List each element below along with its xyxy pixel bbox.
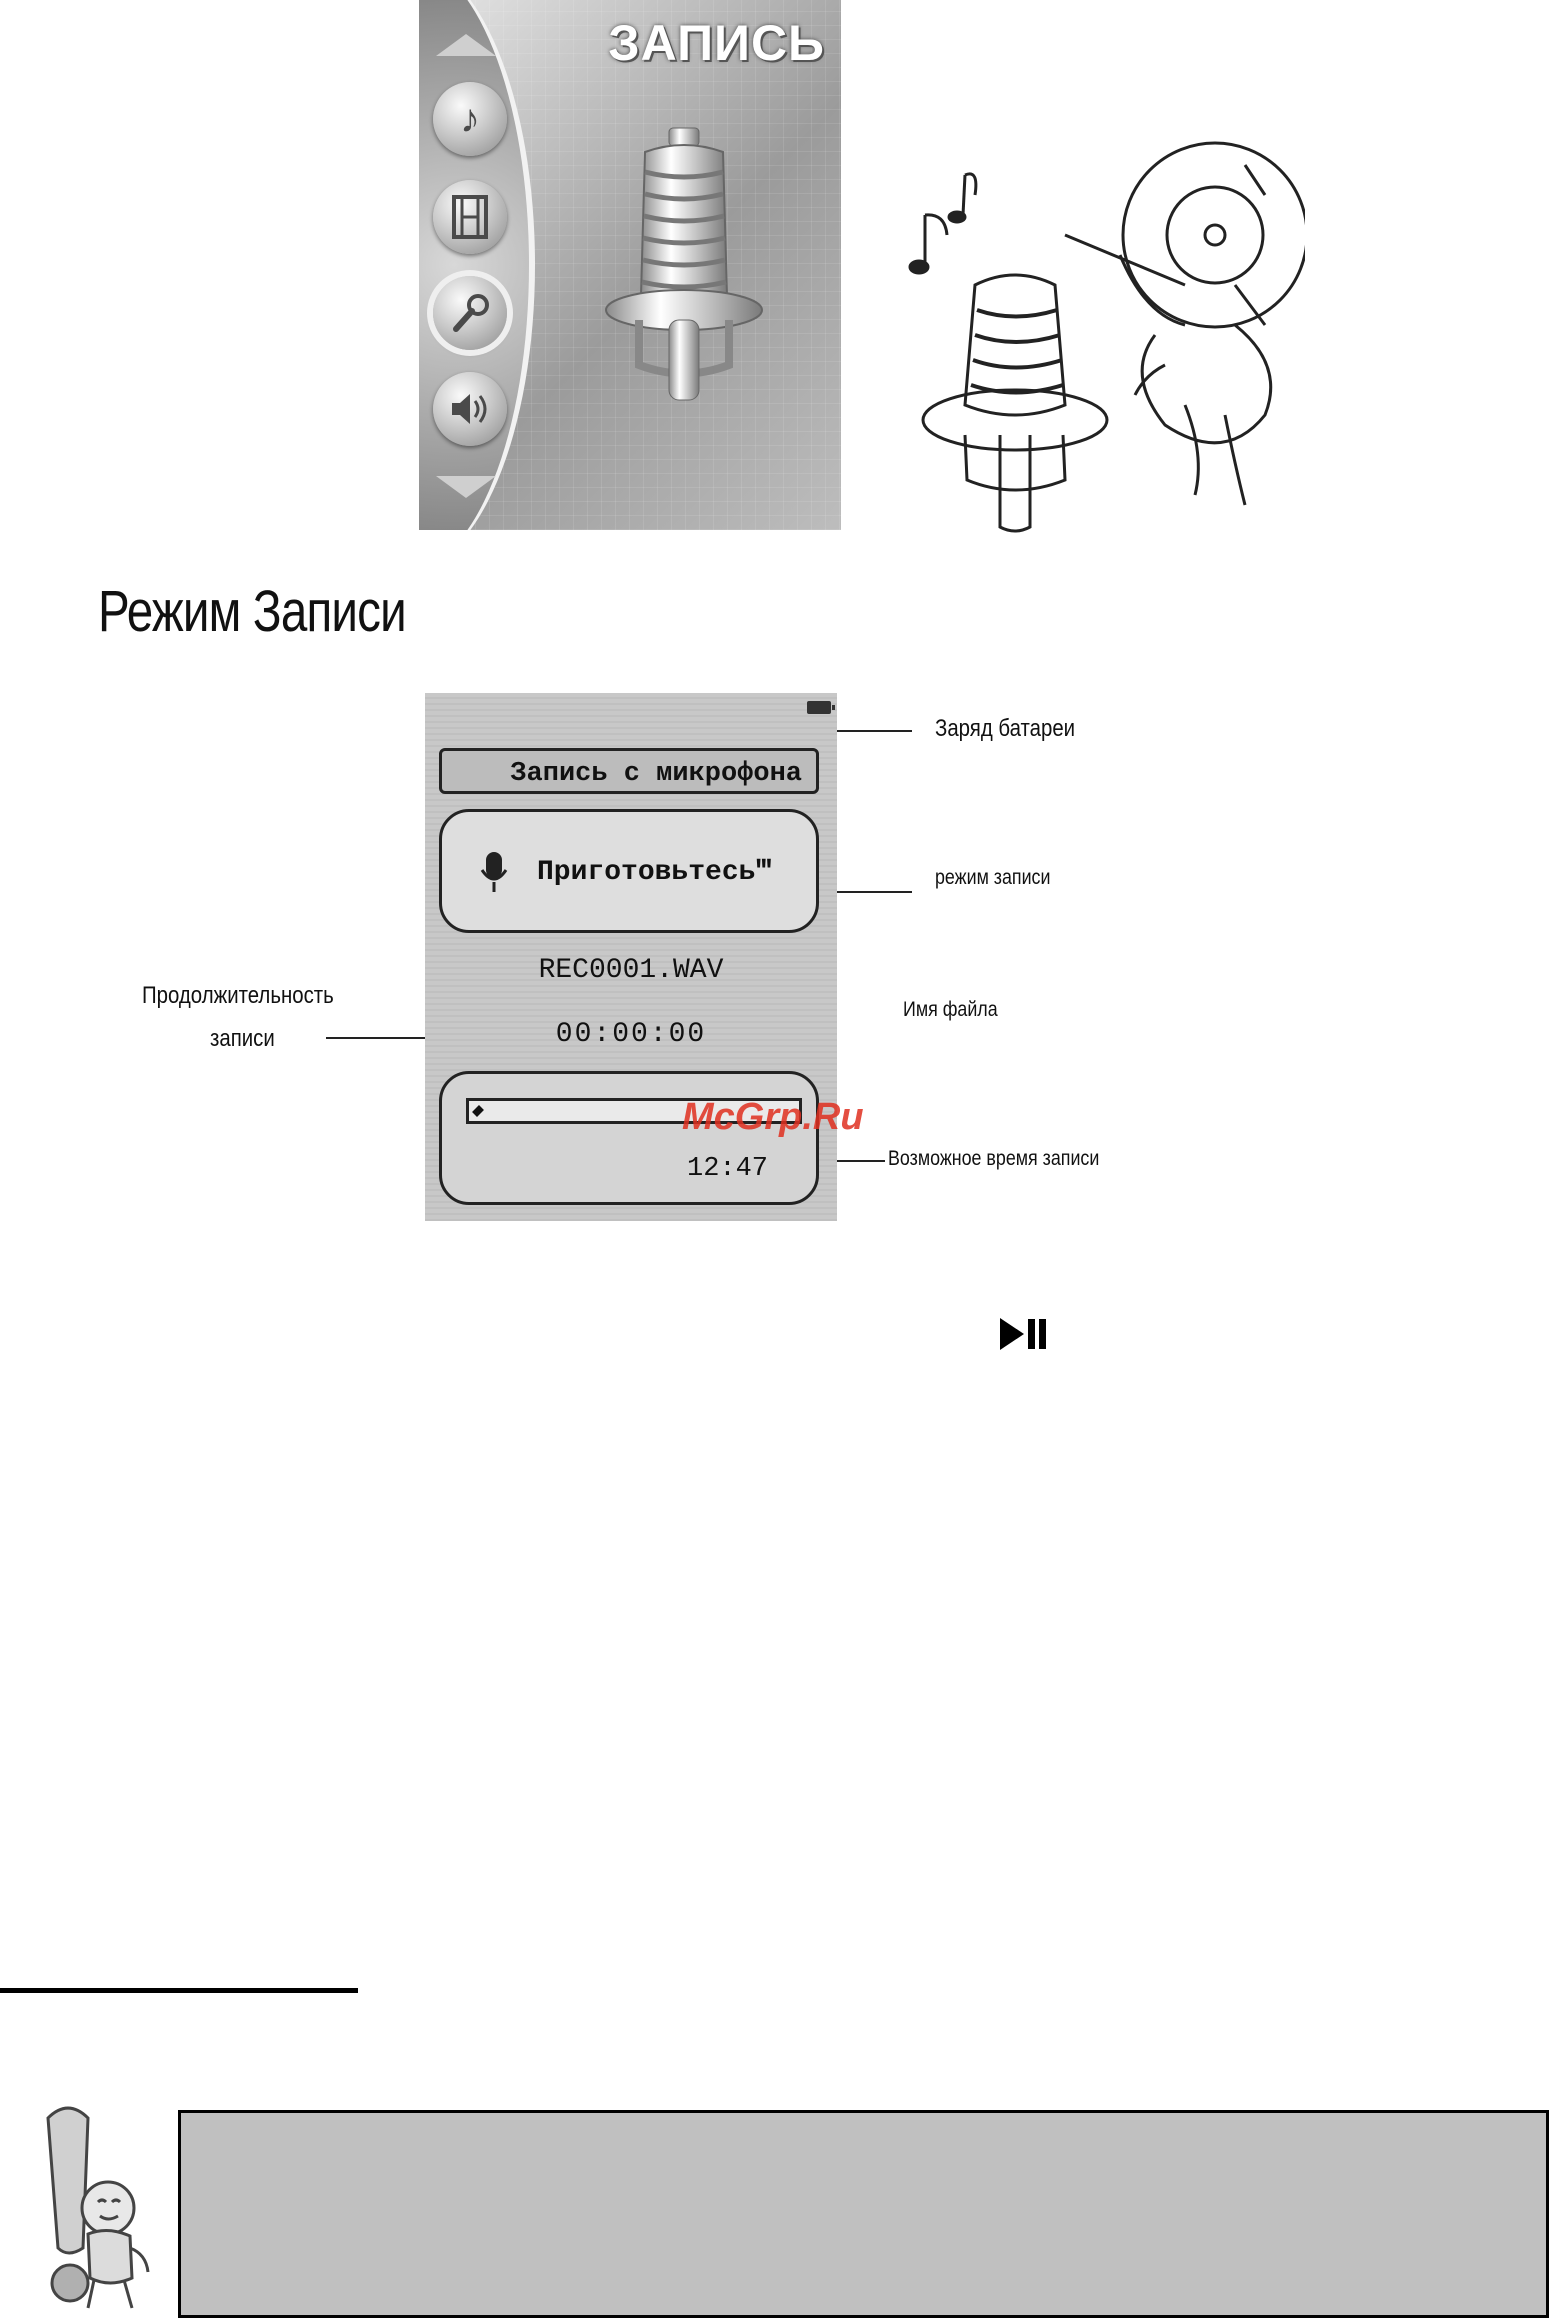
callout-line-mode: [837, 891, 912, 893]
speaker-icon: [433, 372, 507, 446]
callout-line-battery: [837, 730, 912, 732]
callout-mode: режим записи: [935, 866, 1051, 889]
film-icon: [433, 180, 507, 254]
callout-remaining: Возможное время записи: [888, 1147, 1100, 1170]
play-pause-icon: [1000, 1318, 1046, 1350]
music-note-icon: ♪: [433, 82, 507, 156]
file-name: REC0001.WAV: [538, 955, 724, 986]
callout-duration-line2: записи: [210, 1025, 275, 1052]
record-status-panel: [439, 809, 819, 933]
callout-file-name: Имя файла: [903, 998, 998, 1021]
arrow-up-icon: [436, 34, 496, 56]
exclamation-mascot-icon: [28, 2098, 158, 2318]
section-heading: Режим Записи: [98, 579, 406, 644]
record-source-label: Запись с микрофона: [510, 759, 802, 789]
callout-duration-line1: Продолжительность: [142, 982, 334, 1009]
remaining-time: 12:47: [687, 1154, 769, 1184]
record-status-text: Приготовьтесь‴: [537, 857, 773, 888]
record-source-bar: [439, 748, 819, 794]
menu-screenshot: [419, 0, 841, 530]
callout-battery: Заряд батареи: [935, 715, 1076, 742]
arrow-down-icon: [436, 476, 496, 498]
microphone-icon: [433, 276, 507, 350]
watermark: McGrp.Ru: [682, 1096, 864, 1138]
robot-conductor-illustration: [905, 135, 1305, 535]
note-box: [178, 2110, 1549, 2318]
menu-title: ЗАПИСЬ: [608, 15, 825, 71]
battery-icon: [807, 701, 831, 714]
callout-line-duration: [326, 1037, 425, 1039]
footnote-rule: [0, 1988, 358, 1993]
callout-line-remaining: [837, 1160, 885, 1162]
recording-screen: [425, 693, 837, 1221]
microphone-icon: [480, 850, 508, 904]
menu-rail: [419, 0, 535, 530]
elapsed-time: 00:00:00: [555, 1019, 707, 1050]
progress-marker: [472, 1105, 484, 1117]
microphone-illustration: [599, 120, 769, 420]
